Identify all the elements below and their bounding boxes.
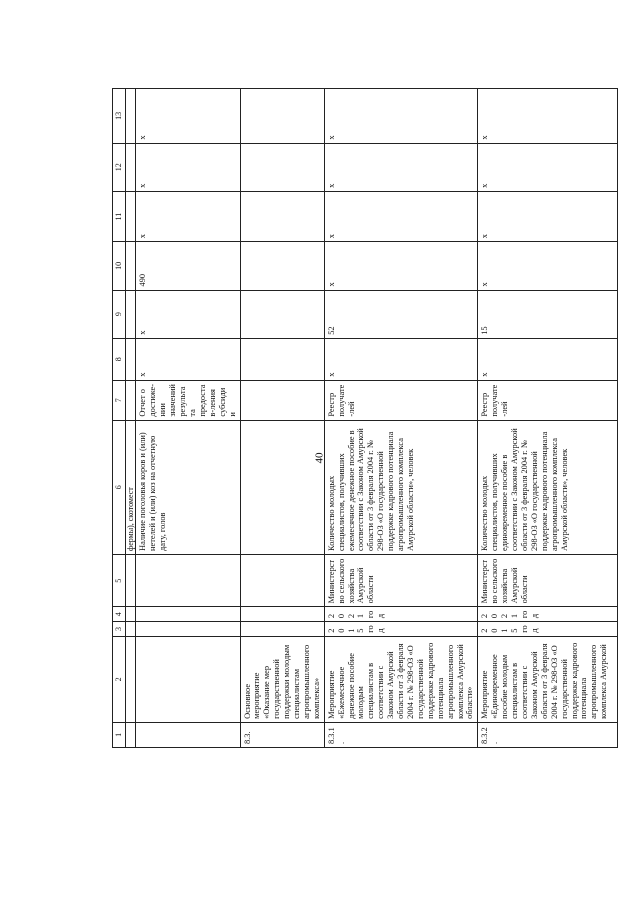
executor	[240, 554, 324, 606]
measure-name: Мероприятие «Единовременное пособие молодым специалистам в соответствии с Законом Амурской области от 3 февраля 2004 г. № 298-ОЗ «О государственной поддержке кадрового потенциала агропромышленного комплекса Амурской	[478, 636, 618, 722]
continuation-row	[126, 89, 136, 748]
value-col10: х	[324, 242, 478, 290]
end-year	[240, 607, 324, 622]
header-cell: 12	[113, 143, 126, 191]
row-number: 8.3.1.	[324, 722, 478, 747]
value-col8: х	[324, 338, 478, 380]
table-row	[136, 89, 240, 748]
header-cell: 1	[113, 722, 126, 747]
indicator: Наличие поголовья коров и (или) нетелей и (или) коз на отчетную дату, голов	[136, 420, 240, 554]
start-year: 2015 год	[478, 622, 618, 637]
table-cell	[126, 89, 136, 144]
indicator: Количество молодых специалистов, получивших единовременное пособие в соответствии с Законом Амурской области от 3 февраля 2004 г. № 298-ОЗ «О государственной поддержке кадрового потенциала агропромышленного комплекса Амурской области», человек	[478, 420, 618, 554]
data-source: Реестр получате-лей	[478, 380, 618, 420]
value-col12: х	[136, 143, 240, 191]
end-year: 2021 год	[478, 607, 618, 622]
table-cell	[126, 191, 136, 241]
data-source: Отчет о достиже-нии значений результата предостав-ления субсидии	[136, 380, 240, 420]
value-col13: х	[324, 89, 478, 144]
continuation-text: фермы), скотомест	[126, 420, 136, 554]
row-number	[136, 722, 240, 747]
header-cell: 7	[113, 380, 126, 420]
table-row	[240, 89, 324, 748]
value-col13	[240, 89, 324, 144]
table-cell	[126, 622, 136, 637]
header-cell: 13	[113, 89, 126, 144]
header-cell: 11	[113, 191, 126, 241]
end-year	[136, 607, 240, 622]
table-cell	[126, 554, 136, 606]
executor: Министерство сельского хозяйства Амурской области	[324, 554, 478, 606]
value-col11: х	[136, 191, 240, 241]
value-col13: х	[478, 89, 618, 144]
value-col10: х	[478, 242, 618, 290]
program-table	[112, 88, 618, 748]
row-number: 8.3.	[240, 722, 324, 747]
measure-name: Основное мероприятие «Оказание мер государственной поддержки молодым специалистам агропромышленного комплекса»	[240, 636, 324, 722]
table-cell	[126, 380, 136, 420]
value-col11: х	[324, 191, 478, 241]
header-cell: 10	[113, 242, 126, 290]
value-col8: х	[136, 338, 240, 380]
value-col11: х	[478, 191, 618, 241]
rotated-table-wrapper	[112, 88, 609, 748]
table-cell	[126, 722, 136, 747]
value-col12: х	[478, 143, 618, 191]
value-col9	[240, 290, 324, 338]
value-col10: 490	[136, 242, 240, 290]
value-col8: х	[478, 338, 618, 380]
header-cell: 6	[113, 420, 126, 554]
end-year: 2021 год	[324, 607, 478, 622]
table-row	[324, 89, 478, 748]
indicator	[240, 420, 324, 554]
table-cell	[126, 607, 136, 622]
executor	[136, 554, 240, 606]
value-col9: х	[136, 290, 240, 338]
table-cell	[126, 636, 136, 722]
header-cell: 9	[113, 290, 126, 338]
start-year	[136, 622, 240, 637]
page-number: 40	[313, 452, 326, 464]
header-row	[113, 89, 126, 748]
value-col12	[240, 143, 324, 191]
header-cell: 4	[113, 607, 126, 622]
header-cell: 2	[113, 636, 126, 722]
value-col11	[240, 191, 324, 241]
value-col9: 52	[324, 290, 478, 338]
value-col9: 15	[478, 290, 618, 338]
start-year: 2015 год	[324, 622, 478, 637]
measure-name: Мероприятие «Ежемесячное денежное пособие молодым специалистам в соответствии с Законом Амурской области от 3 февраля 2004 г. № 298-ОЗ «О государственной поддержке кадрового потенциала агропромышленного комплекса Амурской области»	[324, 636, 478, 722]
table-row	[478, 89, 618, 748]
table-cell	[126, 290, 136, 338]
table-cell	[126, 338, 136, 380]
header-cell: 5	[113, 554, 126, 606]
header-cell: 3	[113, 622, 126, 637]
table-cell	[126, 143, 136, 191]
row-number: 8.3.2.	[478, 722, 618, 747]
executor: Министерство сельского хозяйства Амурской области	[478, 554, 618, 606]
data-source	[240, 380, 324, 420]
indicator: Количество молодых специалистов, получивших ежемесячное денежное пособие в соответствии с Законом Амурской области от 3 февраля 2004 г. № 298-ОЗ «О государственной поддержке кадрового потенциала агропромышленного комплекса Амурской области», человек	[324, 420, 478, 554]
table-cell	[126, 242, 136, 290]
value-col12: х	[324, 143, 478, 191]
value-col8	[240, 338, 324, 380]
measure-name	[136, 636, 240, 722]
value-col10	[240, 242, 324, 290]
header-cell: 8	[113, 338, 126, 380]
data-source: Реестр получате-лей	[324, 380, 478, 420]
value-col13: х	[136, 89, 240, 144]
start-year	[240, 622, 324, 637]
